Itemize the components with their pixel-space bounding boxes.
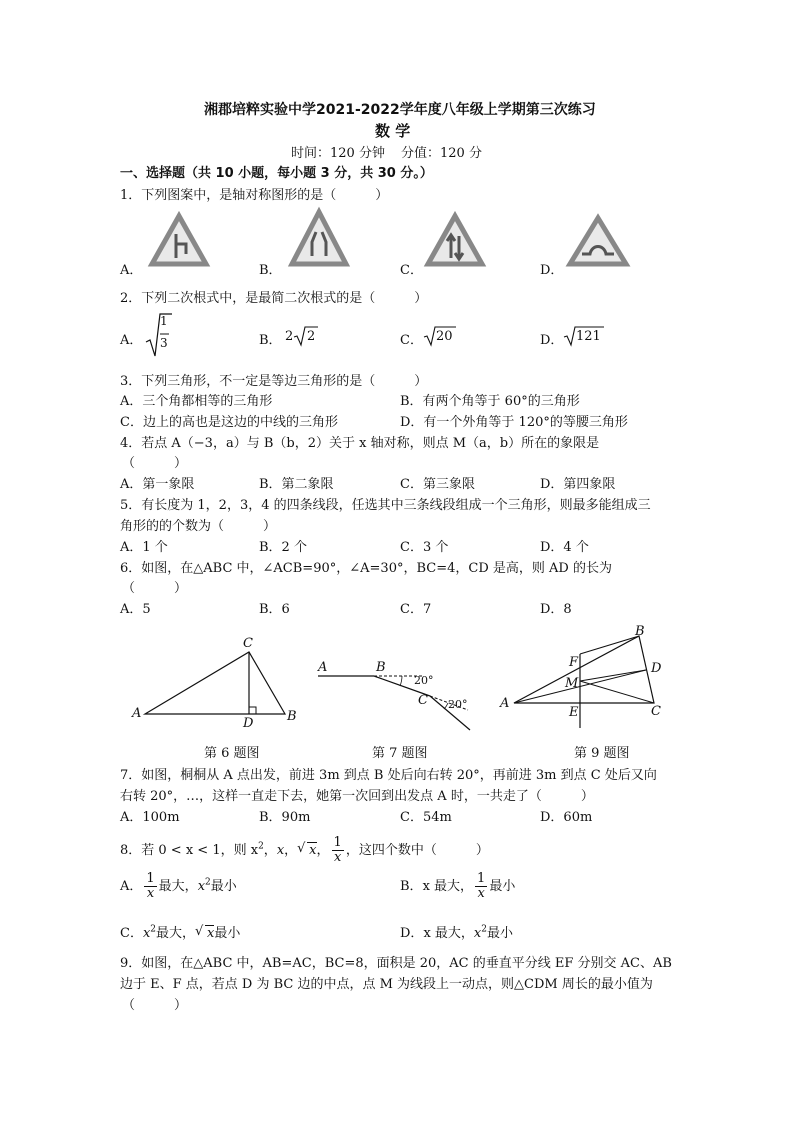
q8-option-d: D．x 最大，$x^2$最小 [400, 924, 513, 941]
question-3-stem: 3．下列三角形，不一定是等边三角形的是（ ） [120, 374, 428, 389]
q2-option-c-label: C． [400, 333, 423, 348]
fig6-label-b: B [287, 709, 297, 724]
q7-option-d: D．60m [540, 810, 593, 825]
q4-option-b: B．第二象限 [259, 477, 334, 492]
traffic-sign-narrow-bridge-icon [288, 208, 350, 268]
q2-option-b-label: B． [259, 333, 282, 348]
figure-6-triangle [130, 636, 310, 732]
question-4-stem: 4．若点 A（−3，a）与 B（b，2）关于 x 轴对称，则点 M（a，b）所在的象限是 [120, 436, 600, 451]
fig6-label-c: C [243, 636, 253, 651]
exam-score: 分值：120 分 [401, 146, 482, 161]
traffic-sign-two-way-icon [424, 212, 486, 268]
q4-option-d: D．第四象限 [540, 477, 616, 492]
question-6-paren: （ ） [122, 581, 188, 596]
question-9-paren: （ ） [122, 998, 188, 1013]
exam-title: 湘郡培粹实验中学2021-2022学年度八年级上学期第三次练习 [204, 102, 596, 118]
q2-option-a-numerator: 1 [160, 314, 168, 328]
q7-option-a: A．100m [120, 810, 180, 825]
fig9-label-m: M [565, 676, 579, 691]
q2-option-b-radicand: 2 [307, 329, 316, 344]
q6-option-d: D．8 [540, 602, 572, 617]
fig9-label-b: B [635, 624, 645, 639]
question-8-stem: 8．若 0 < x < 1，则 $x^2$，x， √ x， $\frac{1}{x}$ ，这四个数中（ ） [120, 835, 489, 865]
fig7-label-a: A [318, 660, 328, 675]
q6-option-c: C．7 [400, 602, 432, 617]
question-6-stem: 6．如图，在△ABC 中，∠ACB=90°，∠A=30°，BC=4，CD 是高，则 AD 的长为 [120, 561, 612, 576]
question-9-stem-2: 边于 E、F 点，若点 D 为 BC 边的中点，点 M 为线段上一动点，则△CDM 周长的最小值为 [120, 977, 653, 992]
q4-option-c: C．第三象限 [400, 477, 475, 492]
q1-option-a-label: A． [120, 263, 143, 278]
fig9-label-d: D [651, 661, 662, 676]
fig9-label-c: C [651, 704, 661, 719]
fig6-caption: 第 6 题图 [204, 746, 260, 761]
q2-option-b-coef: 2 [285, 329, 294, 344]
q3-option-b: B．有两个角等于 60°的三角形 [400, 394, 580, 409]
question-4-paren: （ ） [122, 456, 188, 471]
subject-title: 数 学 [375, 122, 411, 140]
q8-stem-end: ，这四个数中（ ） [345, 843, 489, 858]
q5-option-a: A．1 个 [120, 540, 168, 555]
traffic-sign-side-road-icon [148, 212, 210, 268]
q5-option-d: D．4 个 [540, 540, 589, 555]
question-7-stem: 7．如图，桐桐从 A 点出发，前进 3m 到点 B 处后向右转 20°，再前进 3m 到点 C 处后又向 [120, 768, 657, 783]
q6-option-a: A．5 [120, 602, 151, 617]
question-9-stem: 9．如图，在△ABC 中，AB=AC，BC=8，面积是 20，AC 的垂直平分线 EF 分别交 AC、AB [120, 956, 672, 971]
q4-option-a: A．第一象限 [120, 477, 195, 492]
fig7-angle-2: 20° [448, 698, 468, 711]
q8-option-b: B．x 最大， $\frac{1}{x}$ 最小 [400, 871, 516, 901]
q8-option-c: C．$x^2$最大， √ x最小 [120, 924, 241, 941]
q6-option-b: B．6 [259, 602, 290, 617]
q2-option-d-radicand: 121 [576, 329, 601, 344]
q8-option-a: A． $\frac{1}{x}$ 最大，$x^2$最小 [120, 871, 237, 901]
q3-option-d: D．有一个外角等于 120°的等腰三角形 [400, 415, 628, 430]
q1-option-b-label: B． [259, 263, 282, 278]
fig9-label-f: F [569, 655, 579, 670]
fig9-caption: 第 9 题图 [574, 746, 630, 761]
q3-option-a: A．三个角都相等的三角形 [120, 394, 273, 409]
fig6-label-a: A [132, 706, 142, 721]
question-5-stem-2: 角形的的个数为（ ） [120, 519, 277, 534]
q2-option-a-label: A． [120, 333, 143, 348]
fig7-label-b: B [376, 660, 386, 675]
q2-option-d-label: D． [540, 333, 564, 348]
fig9-label-e: E [569, 705, 579, 720]
section-title: 一、选择题（共 10 小题，每小题 3 分，共 30 分。） [120, 166, 433, 181]
q5-option-c: C．3 个 [400, 540, 449, 555]
q7-option-c: C．54m [400, 810, 452, 825]
fig6-label-d: D [243, 716, 254, 731]
traffic-sign-hump-icon [566, 214, 630, 268]
sqrt-one-third [144, 312, 172, 358]
q3-option-c: C．边上的高也是这边的中线的三角形 [120, 415, 338, 430]
q8-stem-start: 8．若 0 < x < 1，则 x [120, 843, 259, 858]
q7-option-b: B．90m [259, 810, 311, 825]
q5-option-b: B．2 个 [259, 540, 307, 555]
q2-option-a-denominator: 3 [160, 336, 168, 350]
fig7-angle-1: 20° [414, 674, 434, 687]
fig7-caption: 第 7 题图 [372, 746, 428, 761]
exam-time: 时间：120 分钟 [291, 146, 385, 161]
question-1-stem: 1．下列图案中，是轴对称图形的是（ ） [120, 188, 389, 203]
fig7-label-c: C [418, 693, 428, 708]
question-7-stem-2: 右转 20°，…，这样一直走下去，她第一次回到出发点 A 时，一共走了（ ） [120, 789, 594, 804]
q1-option-d-label: D． [540, 263, 564, 278]
q2-option-c-radicand: 20 [436, 329, 453, 344]
q1-option-c-label: C． [400, 263, 423, 278]
question-2-stem: 2．下列二次根式中，是最简二次根式的是（ ） [120, 291, 428, 306]
question-5-stem: 5．有长度为 1，2，3，4 的四条线段，任选其中三条线段组成一个三角形，则最多能组成三 [120, 498, 651, 513]
fig9-label-a: A [500, 696, 510, 711]
